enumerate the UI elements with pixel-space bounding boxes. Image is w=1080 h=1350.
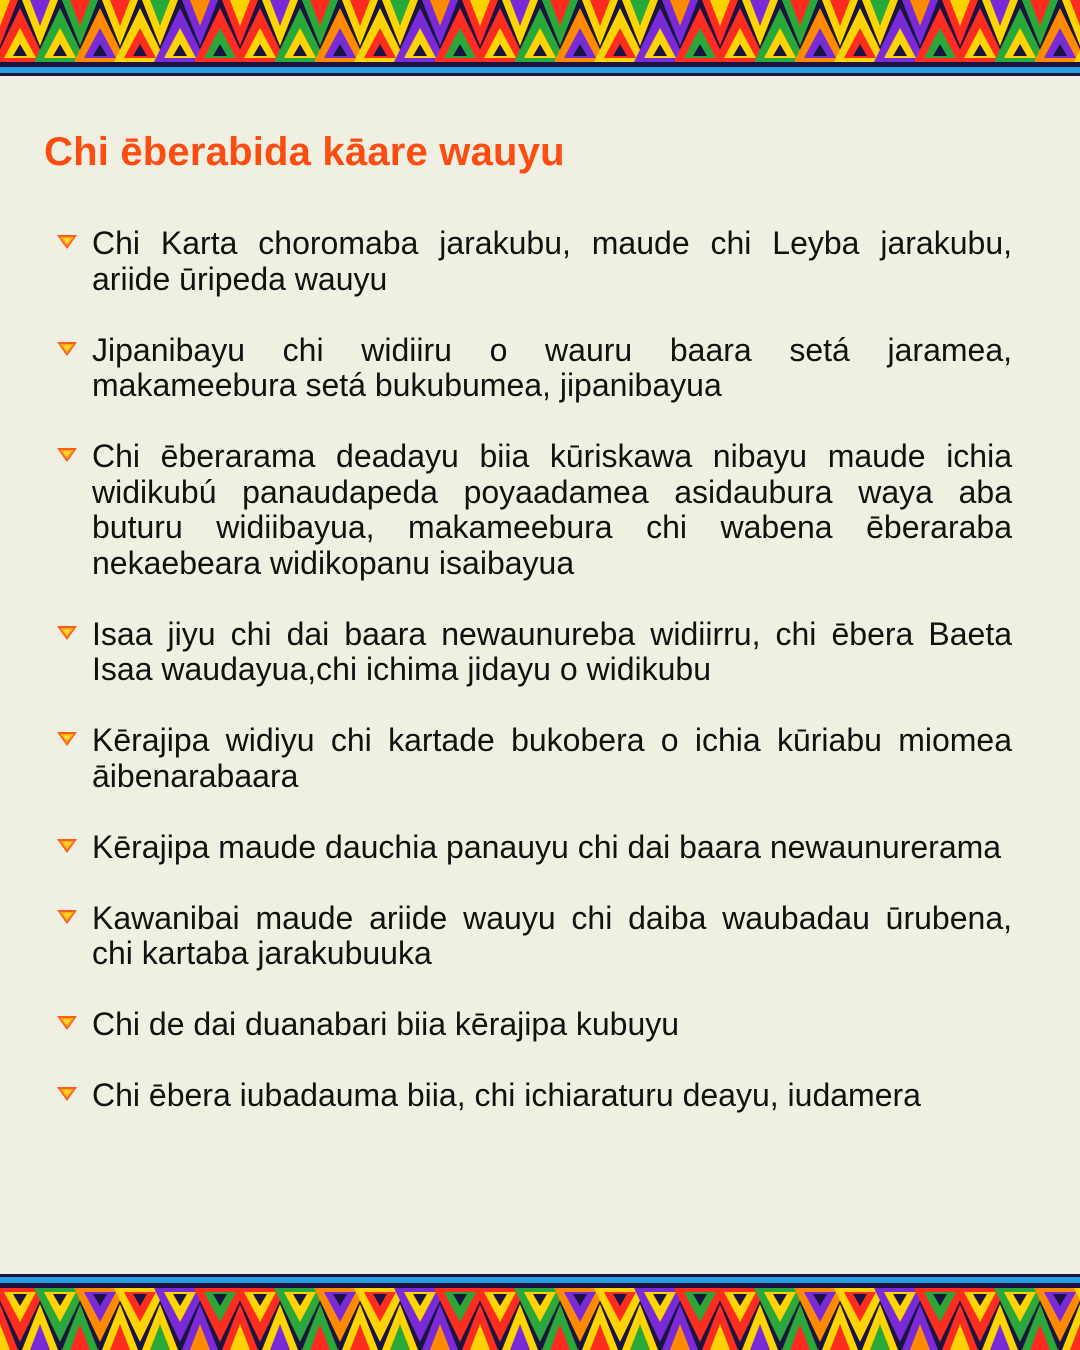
triangle-bullet-icon [56, 341, 78, 357]
list-item [56, 1078, 1012, 1114]
list-item-text: Isaa jiyu chi dai baara newaunureba widiirru, chi ēbera Baeta Isaa waudayua,chi ichima jidayu o widikubu [92, 615, 1012, 687]
list-item-text: Chi ēberarama deadayu biia kūriskawa nibayu maude ichia widikubú panaudapeda poyaadamea asidaubura waya aba buturu widiibayua, makameebura chi wabena ēberaraba nekaebeara widikopanu isaibayua [92, 438, 1012, 581]
triangle-bullet-icon [56, 731, 78, 747]
triangle-bullet-icon [56, 909, 78, 925]
triangle-bullet-icon [56, 625, 78, 641]
list-item-text: Kawanibai maude ariide wauyu chi daiba waubadau ūrubena, chi kartaba jarakubuuka [92, 899, 1012, 971]
triangle-bullet-icon [56, 838, 78, 854]
list-item [56, 617, 1012, 688]
list-item-text: Chi de dai duanabari biia kērajipa kubuyu [92, 1006, 680, 1042]
triangle-bullet-icon [56, 1015, 78, 1031]
list-item-text: Chi ēbera iubadauma biia, chi ichiaraturu deayu, iudamera [92, 1077, 921, 1113]
list-item-text: Chi Karta choromaba jarakubu, maude chi Leyba jarakubu, ariide ūripeda wauyu [92, 225, 1012, 297]
list-item-text: Kērajipa widiyu chi kartade bukobera o ichia kūriabu miomea āibenarabaara [92, 722, 1012, 794]
bullet-list [56, 226, 1012, 1149]
list-item [56, 1007, 1012, 1043]
geometric-pattern-top [0, 0, 1080, 80]
triangle-bullet-icon [56, 234, 78, 250]
list-item [56, 226, 1012, 297]
triangle-bullet-icon [56, 1086, 78, 1102]
main-content [0, 80, 1080, 1270]
geometric-pattern-bottom [0, 1270, 1080, 1350]
list-item [56, 439, 1012, 581]
list-item [56, 830, 1012, 866]
list-item [56, 901, 1012, 972]
decorative-border-top [0, 0, 1080, 80]
triangle-bullet-icon [56, 447, 78, 463]
list-item-text: Kērajipa maude dauchia panauyu chi dai baara newaunurerama [92, 828, 1002, 865]
decorative-border-bottom [0, 1270, 1080, 1350]
list-item [56, 723, 1012, 794]
page-title: Chi ēberabida kāare wauyu [44, 130, 565, 174]
list-item [56, 333, 1012, 404]
list-item-text: Jipanibayu chi widiiru o wauru baara setá jaramea, makameebura setá bukubumea, jipanibayua [92, 331, 1012, 403]
